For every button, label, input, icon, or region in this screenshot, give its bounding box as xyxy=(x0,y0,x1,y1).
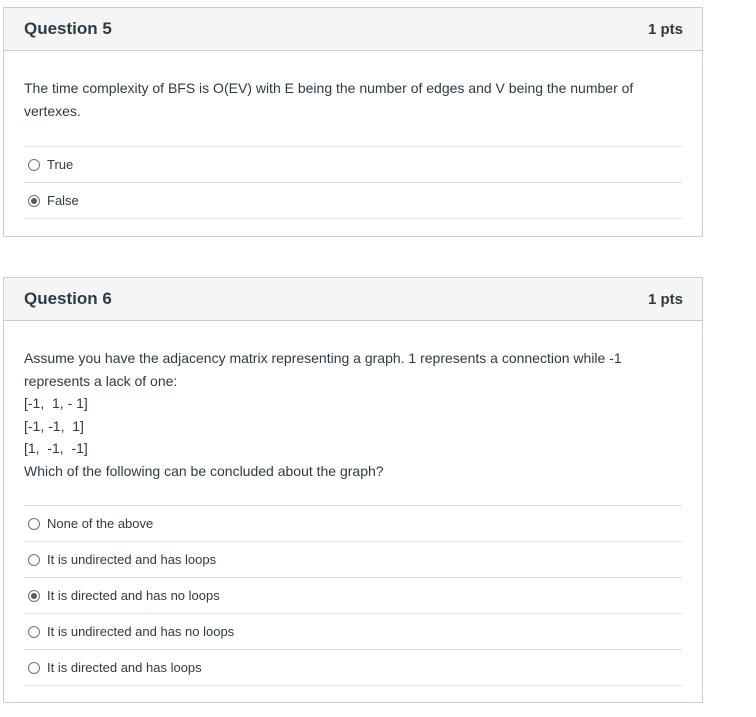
question-5-text: The time complexity of BFS is O(EV) with E being the number of edges and V being the number of vertexes. xyxy=(24,80,634,119)
answer-label: It is undirected and has no loops xyxy=(47,624,235,639)
question-6-header xyxy=(4,278,702,321)
radio-button-selected[interactable] xyxy=(28,590,40,602)
radio-button[interactable] xyxy=(28,626,40,638)
question-6-card xyxy=(3,277,703,703)
question-5-points: 1 pts xyxy=(647,20,683,38)
matrix-row-1: [-1, 1, - 1] xyxy=(24,395,88,411)
answer-label: None of the above xyxy=(47,516,154,531)
answer-label: It is undirected and has loops xyxy=(47,552,217,567)
question-6-title: Question 6 xyxy=(24,289,112,308)
question-5-body xyxy=(4,51,702,219)
matrix-row-2: [-1, -1, 1] xyxy=(24,417,84,434)
answer-label: True xyxy=(47,157,74,172)
answer-undirected-has-loops[interactable] xyxy=(24,541,682,577)
answer-undirected-no-loops[interactable] xyxy=(24,613,682,649)
question-5-card xyxy=(3,7,703,237)
answer-true[interactable] xyxy=(24,146,682,182)
matrix-row-3: [1, -1, -1] xyxy=(24,440,88,456)
question-6-text xyxy=(24,321,682,482)
radio-button[interactable] xyxy=(28,662,40,674)
answer-directed-no-loops[interactable] xyxy=(24,577,682,613)
question-6-points: 1 pts xyxy=(647,290,683,308)
question-6-body xyxy=(4,321,702,686)
answer-none-of-the-above[interactable] xyxy=(24,505,682,541)
answer-label: It is directed and has no loops xyxy=(47,588,220,603)
radio-button[interactable] xyxy=(28,554,40,566)
question-6-answers xyxy=(24,505,682,686)
question-5-title: Question 5 xyxy=(24,19,112,38)
radio-button[interactable] xyxy=(28,518,40,530)
question-5-header xyxy=(4,8,702,51)
answer-label: False xyxy=(47,193,79,208)
answer-false[interactable] xyxy=(24,182,682,218)
radio-button[interactable] xyxy=(28,159,40,171)
question-5-answers xyxy=(24,146,682,219)
answer-directed-has-loops[interactable] xyxy=(24,649,682,685)
answer-label: It is directed and has loops xyxy=(47,660,202,675)
question-6-prompt: Assume you have the adjacency matrix representing a graph. 1 represents a connection while -1 represents a lack of one: xyxy=(24,350,622,389)
radio-button-selected[interactable] xyxy=(28,195,40,207)
question-6-question: Which of the following can be concluded about the graph? xyxy=(24,462,384,479)
